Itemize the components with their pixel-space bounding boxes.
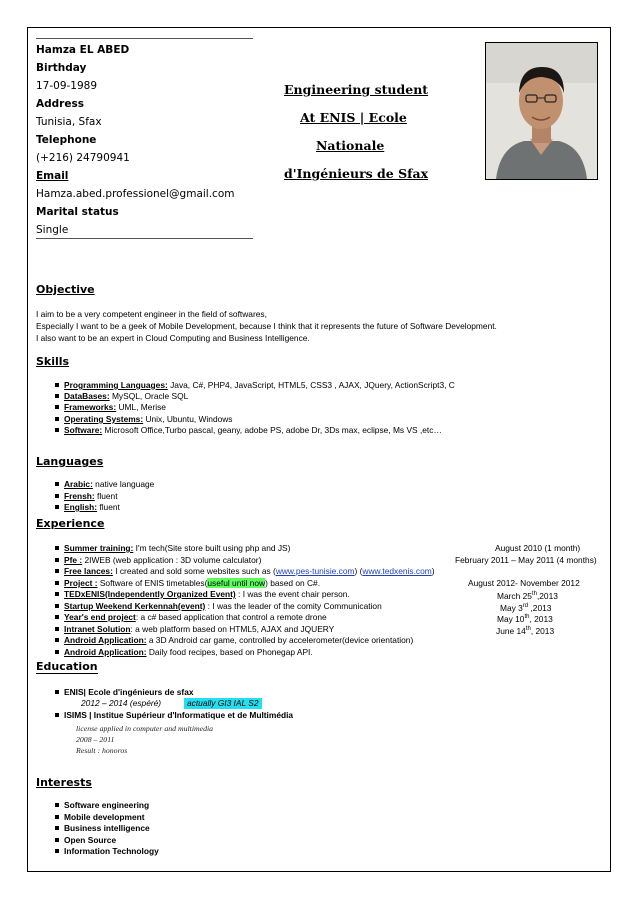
headline-line4: d'Ingénieurs de Sfax <box>284 166 429 181</box>
experience-date: August 2010 (1 month) <box>495 543 581 553</box>
interests-heading: Interests <box>36 776 92 789</box>
objective-line-3: I also want to be an expert in Cloud Computing and Business Intelligence. <box>36 333 310 343</box>
bullet-icon <box>55 428 59 432</box>
highlighted-text: useful until now <box>207 578 266 588</box>
birthday-value: 17-09-1989 <box>36 80 98 92</box>
skill-item: Software: Microsoft Office,Turbo pascal, geany, adobe PS, adobe Dr, 3Ds max, eclipse, Ms VS ,etc… <box>55 425 442 436</box>
bullet-icon <box>55 849 59 853</box>
telephone-label: Telephone <box>36 134 97 146</box>
experience-item: Project : Software of ENIS timetables(useful until now) based on C#. <box>55 578 320 589</box>
experience-heading: Experience <box>36 517 105 530</box>
skill-item: DataBases: MySQL, Oracle SQL <box>55 391 188 402</box>
objective-heading: Objective <box>36 283 95 296</box>
experience-item: Startup Weekend Kerkennah(event) : I was the leader of the comity Communication <box>55 601 382 612</box>
bullet-icon <box>55 581 59 585</box>
bullet-icon <box>55 558 59 562</box>
headline-line1: Engineering student <box>284 82 429 97</box>
bullet-icon <box>55 690 59 694</box>
education-heading: Education <box>36 660 98 673</box>
bullet-icon <box>55 803 59 807</box>
bullet-icon <box>55 627 59 631</box>
experience-item: Summer training: I'm tech(Site store built using php and JS) <box>55 543 290 554</box>
interest-item: Open Source <box>55 835 116 846</box>
objective-line-1: I aim to be a very competent engineer in the field of softwares, <box>36 309 267 319</box>
skill-item: Operating Systems: Unix, Ubuntu, Windows <box>55 414 233 425</box>
skill-item: Programming Languages: Java, C#, PHP4, JavaScript, HTML5, CSS3 , AJAX, JQuery, ActionScript3, C <box>55 380 455 391</box>
experience-date: August 2012- November 2012 <box>468 578 580 588</box>
bullet-icon <box>55 482 59 486</box>
bullet-icon <box>55 394 59 398</box>
experience-item: Android Application: a 3D Android car game, controlled by accelerometer(device orientation) <box>55 635 413 646</box>
bullet-icon <box>55 604 59 608</box>
skills-heading: Skills <box>36 355 70 368</box>
experience-item: Free lances: I created and sold some websites such as (www.pes-tunisie.com) (www.tedxenis.com) <box>55 566 435 577</box>
email-value: Hamza.abed.professionel@gmail.com <box>36 188 235 200</box>
pes-tunisie-link[interactable]: www.pes-tunisie.com <box>275 566 355 576</box>
bullet-icon <box>55 569 59 573</box>
bullet-icon <box>55 417 59 421</box>
profile-photo <box>485 42 598 180</box>
telephone-value: (+216) 24790941 <box>36 152 130 164</box>
interest-item: Business intelligence <box>55 823 150 834</box>
experience-date: May 10th, 2013 <box>497 613 553 624</box>
isims-years: 2008 – 2011 <box>76 735 115 744</box>
isims-degree: license applied in computer and multimedia <box>76 724 214 733</box>
bullet-icon <box>55 815 59 819</box>
portrait-illustration <box>486 43 597 179</box>
skill-item: Frameworks: UML, Merise <box>55 402 166 413</box>
headline-line3: Nationale <box>316 138 385 153</box>
bullet-icon <box>55 383 59 387</box>
info-bottom-divider <box>36 238 253 239</box>
marital-label: Marital status <box>36 206 119 218</box>
bullet-icon <box>55 713 59 717</box>
bullet-icon <box>55 638 59 642</box>
language-item: English: fluent <box>55 502 120 513</box>
experience-date: May 3rd ,2013 <box>500 602 552 613</box>
language-item: Arabic: native language <box>55 479 154 490</box>
education-item: ENIS| Ecole d'ingénieurs de sfax <box>55 687 194 698</box>
bullet-icon <box>55 826 59 830</box>
experience-item: Pfe : 2IWEB (web application : 3D volume calculator) <box>55 555 261 566</box>
top-divider <box>36 38 253 39</box>
address-label: Address <box>36 98 84 110</box>
enis-current-status: actually GI3 IAL S2 <box>184 698 262 709</box>
experience-item: TEDxENIS(Independently Organized Event) : I was the event chair person. <box>55 589 350 600</box>
headline-line2: At ENIS | Ecole <box>300 110 407 125</box>
isims-result: Result : honoros <box>76 746 128 755</box>
experience-date: June 14th, 2013 <box>496 625 555 636</box>
experience-item: Android Application: Daily food recipes, based on Phonegap API. <box>55 647 313 658</box>
email-label: Email <box>36 170 69 182</box>
education-item: ISIMS | Institue Supérieur d'Informatique et de Multimédia <box>55 710 293 721</box>
bullet-icon <box>55 838 59 842</box>
experience-item: Year's end project: a c# based application that control a remote drone <box>55 612 327 623</box>
birthday-label: Birthday <box>36 62 87 74</box>
bullet-icon <box>55 650 59 654</box>
experience-item: Intranet Solution: a web platform based on HTML5, AJAX and JQUERY <box>55 624 334 635</box>
marital-value: Single <box>36 224 69 236</box>
bullet-icon <box>55 405 59 409</box>
tedxenis-link[interactable]: www.tedxenis.com <box>362 566 432 576</box>
experience-date: March 25th,2013 <box>497 590 558 601</box>
interest-item: Software engineering <box>55 800 149 811</box>
person-name: Hamza EL ABED <box>36 44 130 56</box>
bullet-icon <box>55 505 59 509</box>
languages-heading: Languages <box>36 455 104 468</box>
bullet-icon <box>55 615 59 619</box>
objective-line-2: Especially I want to be a geek of Mobile Development, because I think that it represents the future of Software Development. <box>36 321 497 331</box>
interest-item: Information Technology <box>55 846 159 857</box>
bullet-icon <box>55 546 59 550</box>
bullet-icon <box>55 592 59 596</box>
enis-years: 2012 – 2014 (espéré) <box>81 698 162 708</box>
bullet-icon <box>55 494 59 498</box>
interest-item: Mobile development <box>55 812 145 823</box>
experience-date: February 2011 – May 2011 (4 months) <box>455 555 597 565</box>
address-value: Tunisia, Sfax <box>36 116 102 128</box>
language-item: Frensh: fluent <box>55 491 118 502</box>
